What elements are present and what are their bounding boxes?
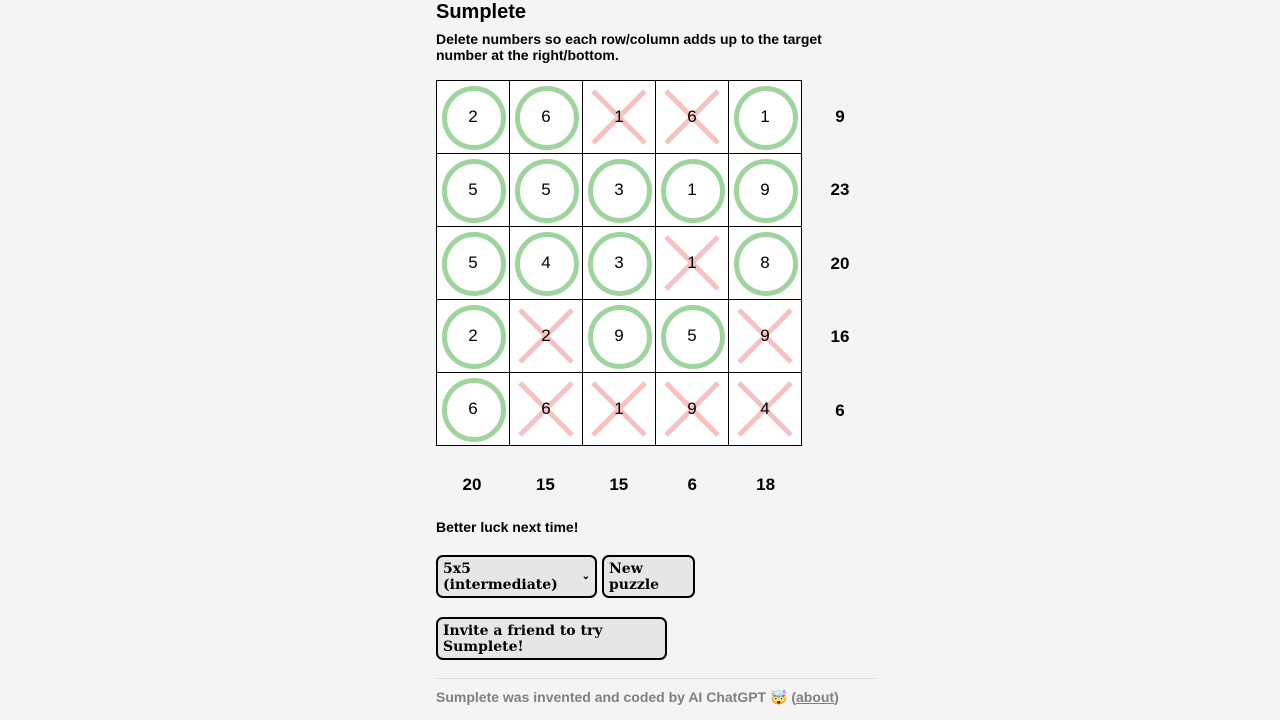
- cell-number: 6: [468, 398, 478, 418]
- cell-number: 2: [541, 325, 551, 345]
- grid-cell[interactable]: [583, 300, 656, 373]
- grid-cell[interactable]: [437, 300, 510, 373]
- puzzle-size-select[interactable]: [436, 555, 597, 598]
- cell-number: 1: [614, 398, 624, 418]
- cell-number: 3: [614, 179, 624, 199]
- new-puzzle-button[interactable]: New puzzle: [602, 555, 695, 598]
- row-target: 20: [830, 253, 850, 273]
- grid-cell[interactable]: [729, 154, 802, 227]
- column-target: 15: [535, 475, 555, 494]
- row-target: 16: [830, 327, 850, 347]
- grid-row: [437, 81, 802, 154]
- footer: [436, 689, 839, 706]
- column-target: 15: [609, 475, 629, 494]
- grid-cell[interactable]: [510, 373, 583, 446]
- game-board: [436, 80, 802, 446]
- grid-row: [437, 373, 802, 446]
- grid-cell[interactable]: [510, 300, 583, 373]
- grid-cell[interactable]: [583, 81, 656, 154]
- grid-cell[interactable]: [437, 154, 510, 227]
- column-target: 20: [462, 475, 482, 494]
- cell-number: 6: [541, 106, 551, 126]
- cell-number: 1: [687, 179, 697, 199]
- grid-cell[interactable]: [729, 373, 802, 446]
- controls-bar: [436, 555, 695, 598]
- grid-cell[interactable]: [656, 300, 729, 373]
- page-title: Sumplete: [436, 1, 527, 23]
- column-target: 6: [687, 475, 697, 494]
- grid-cell[interactable]: [437, 227, 510, 300]
- cell-number: 6: [541, 398, 551, 418]
- sumplete-page: [436, 0, 876, 705]
- cell-number: 2: [468, 325, 478, 345]
- row-target: 23: [830, 180, 850, 200]
- footer-divider: [436, 678, 876, 679]
- cell-number: 4: [541, 252, 551, 272]
- cell-number: 6: [687, 106, 697, 126]
- cell-number: 5: [468, 179, 478, 199]
- grid-cell[interactable]: [583, 227, 656, 300]
- grid-cell[interactable]: [656, 154, 729, 227]
- grid-cell[interactable]: [656, 373, 729, 446]
- cell-number: 5: [541, 179, 551, 199]
- about-link-close-paren: ): [834, 689, 839, 705]
- cell-number: 4: [760, 398, 770, 418]
- invite-friend-button[interactable]: Invite a friend to try Sumplete!: [436, 617, 667, 660]
- grid-cell[interactable]: [583, 154, 656, 227]
- column-target: 18: [756, 475, 776, 494]
- cell-number: 5: [468, 252, 478, 272]
- grid-cell[interactable]: [437, 81, 510, 154]
- cell-number: 9: [760, 179, 770, 199]
- grid-cell[interactable]: [510, 81, 583, 154]
- cell-number: 1: [687, 252, 697, 272]
- grid-row: [437, 154, 802, 227]
- row-target: 9: [835, 107, 845, 126]
- grid-cell[interactable]: [510, 227, 583, 300]
- grid-cell[interactable]: [656, 227, 729, 300]
- grid-cell[interactable]: [729, 300, 802, 373]
- cell-number: 9: [760, 325, 770, 345]
- cell-number: 9: [614, 325, 624, 345]
- cell-number: 3: [614, 252, 624, 272]
- grid-cell[interactable]: [437, 373, 510, 446]
- puzzle-size-value: 5x5 (intermediate): [443, 560, 558, 593]
- about-link-open-paren: (: [791, 689, 796, 705]
- grid-cell[interactable]: [510, 154, 583, 227]
- about-link[interactable]: about: [795, 689, 835, 705]
- grid-cell[interactable]: [729, 227, 802, 300]
- number-grid: [436, 80, 802, 446]
- cell-number: 1: [760, 106, 770, 126]
- grid-cell[interactable]: [656, 81, 729, 154]
- cell-number: 9: [687, 398, 697, 418]
- status-message: Better luck next time!: [436, 519, 579, 535]
- grid-cell[interactable]: [729, 81, 802, 154]
- cell-number: 2: [468, 106, 478, 126]
- grid-row: [437, 227, 802, 300]
- grid-row: [437, 300, 802, 373]
- cell-number: 5: [687, 325, 697, 345]
- chevron-down-icon: ⌄: [581, 571, 590, 582]
- footer-text: Sumplete was invented and coded by AI ChatGPT: [436, 689, 767, 705]
- instructions-text: Delete numbers so each row/column adds up to the target number at the right/bottom.: [436, 31, 822, 63]
- exploding-head-icon: 🤯: [769, 689, 788, 705]
- row-target: 6: [835, 400, 845, 420]
- cell-number: 1: [614, 106, 624, 126]
- cell-number: 8: [760, 252, 770, 272]
- grid-cell[interactable]: [583, 373, 656, 446]
